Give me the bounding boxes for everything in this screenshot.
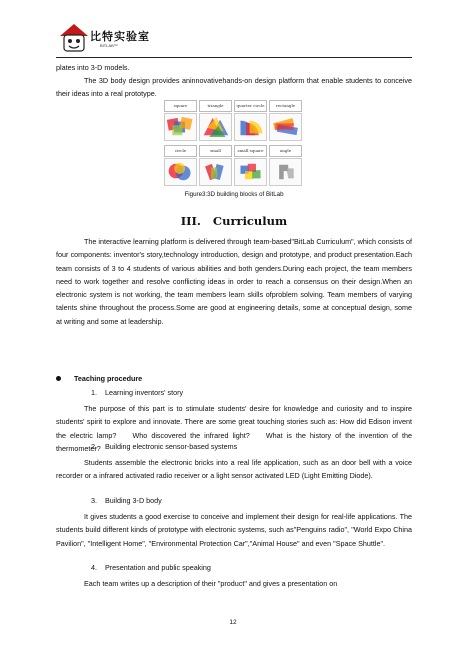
labels_row2-label-3: small square <box>234 145 267 157</box>
item-4-text: Each team writes up a description of their "product" and gives a presentation on <box>84 579 338 588</box>
bullet-heading: Teaching procedure <box>74 374 143 383</box>
triangle-blocks-image <box>199 113 232 141</box>
rectangle-blocks-image <box>269 113 302 141</box>
figure-image-row-2 <box>164 158 302 186</box>
page-number: 12 <box>229 619 237 626</box>
item-2-paragraph <box>56 456 412 483</box>
paragraph-curriculum <box>56 235 412 328</box>
labels_row1-label-3: quarter circle <box>234 100 267 112</box>
logo-subtext: BITLAB™ <box>100 43 118 48</box>
house-mascot-icon <box>56 20 92 56</box>
bullet-icon <box>56 376 61 381</box>
labels_row1-label-4: rectangle <box>269 100 302 112</box>
item-3-paragraph <box>56 510 412 550</box>
text-line-top: plates into 3-D models. <box>56 63 130 72</box>
paragraph-curriculum-text: The interactive learning platform is delivered through team-based"BitLab Curriculum", which consists of four components: inventor's story,technology introduction, design and prototype, and product presentation.Each team consists of 3 to 4 students of various abilities and both genders.During each project, the team members need to work together and resolve conflicting ideas in order to reach a consensus on their design.When an electronic system is not working, the team members learn skills ofproblem solving. Team members of varying talents shine throughout the process.Some are good at engineering details, some at conceptual design, some at writing and some at leadership. <box>56 237 412 326</box>
figure-caption: Figure3:3D building blocks of BitLab <box>184 191 284 198</box>
labels_row2-label-2: small <box>199 145 232 157</box>
item-1-title: 1. Learning inventors' story <box>91 388 184 397</box>
item-3-text: It gives students a good exercise to conceive and implement their design for real-life applications. The students build different kinds of prototype with electronic systems, such as"Penguins radio", "World Expo China Pavilion", "Intelligent Home", "Environmental Protection Car","Animal House" and even "Space Shuttle". <box>56 512 412 548</box>
paragraph-design-text: The 3D body design provides aninnovativehands-on design platform that enable students to conceive their ideas into a real prototype. <box>56 76 412 99</box>
labels_row2-label-4: angle <box>269 145 302 157</box>
bitlab-logo <box>56 20 186 56</box>
header-rule <box>56 57 412 58</box>
labels_row1-label-1: square <box>164 100 197 112</box>
angle-blocks-image <box>269 158 302 186</box>
page-header <box>56 20 412 58</box>
item-3-title: 3. Building 3-D body <box>91 496 162 505</box>
figure-building-blocks <box>164 100 302 186</box>
quarter-circle-blocks-image <box>234 113 267 141</box>
small-rectangle-blocks-image <box>199 158 232 186</box>
figure-label-row-2 <box>164 145 302 157</box>
item-1-text: The purpose of this part is to stimulate students' desire for knowledge and curiosity and to inspire students' spirit to explore and innovate. There are some great touching stories such as: How did Edison invent the electric lamp? Who discovered the infrared light? What is the history of the invention of the thermometer? <box>56 404 412 453</box>
bullet-teaching-procedure <box>56 374 142 383</box>
item-4-paragraph <box>56 577 412 590</box>
figure-image-row-1 <box>164 113 302 141</box>
section-title: III. Curriculum <box>180 214 288 228</box>
small-square-blocks-image <box>234 158 267 186</box>
logo-text: 比特实验室 <box>90 31 150 43</box>
item-2-text: Students assemble the electronic bricks into a real life application, such as an door bell with a voice recorder or a infrared activated radio receiver or a light sensor activated LED (Light Emitting Diode). <box>56 458 412 481</box>
item-4-title: 4. Presentation and public speaking <box>91 563 211 572</box>
square-blocks-image <box>164 113 197 141</box>
figure-label-row-1 <box>164 100 302 112</box>
circle-blocks-image <box>164 158 197 186</box>
labels_row1-label-2: triangle <box>199 100 232 112</box>
paragraph-design <box>56 74 412 101</box>
labels_row2-label-1: circle <box>164 145 197 157</box>
item-2-title: 2. Building electronic sensor-based systems <box>91 442 238 451</box>
